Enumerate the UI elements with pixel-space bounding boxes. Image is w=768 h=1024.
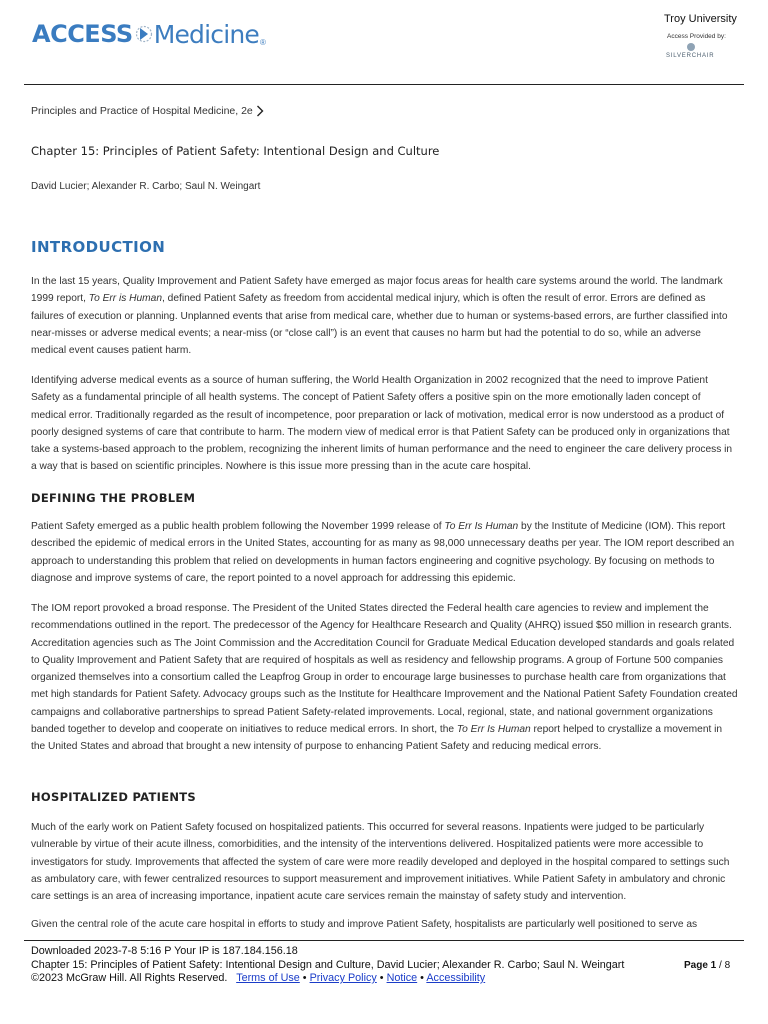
section-heading-introduction: INTRODUCTION — [31, 238, 166, 256]
logo-swirl-icon — [135, 23, 153, 45]
author-list: David Lucier; Alexander R. Carbo; Saul N. Weingart — [31, 181, 261, 192]
accessibility-link[interactable]: Accessibility — [426, 972, 486, 984]
privacy-policy-link[interactable]: Privacy Policy — [309, 972, 377, 984]
logo-access-text: ACCESS — [32, 20, 133, 48]
section-heading-hospitalized-patients: HOSPITALIZED PATIENTS — [31, 790, 197, 804]
notice-link[interactable]: Notice — [386, 972, 418, 984]
footer-divider — [24, 940, 744, 941]
page-number: Page 1 / 8 — [684, 960, 731, 971]
hospitalized-paragraph-2: Given the central role of the acute care hospital in efforts to study and improve Patient Safety, hospitalists are particularly well positioned to serve as — [31, 919, 698, 930]
chapter-title: Chapter 15: Principles of Patient Safety: Intentional Design and Culture — [31, 144, 440, 158]
chevron-right-icon — [256, 105, 264, 117]
silverchair-icon — [687, 43, 695, 51]
terms-of-use-link[interactable]: Terms of Use — [236, 972, 300, 984]
page-header — [0, 0, 768, 84]
page-footer — [31, 945, 624, 986]
logo-registered-mark: ® — [259, 37, 266, 47]
defining-paragraph-2: The IOM report provoked a broad response. The President of the United States directed the Federal health care agencies to review and implement the recommendations outlined in the report. The predecessor of the Agency for Healthcare Research and Quality (AHRQ) issued $50 million in research grants. Accreditation agencies such as The Joint Commission and the Accreditation Council for Graduate Medical Education developed standards and goals related to Quality Improvement and Patient Safety that are required of hospitals as well as residency and fellowship programs. A group of Fortune 500 companies organized themselves into a consortium called the Leapfrog Group in order to encourage large businesses to purchase health care from organizations that met high standards for Patient Safety. Advocacy groups such as the Institute for Healthcare Improvement and the National Patient Safety Foundation created campaigns and collaborative partnerships to spread Patient Safety-related improvements. Local, regional, state, and national government organizations banded together to develop and cooperate on initiatives to reduce medical errors. In short, the To Err Is Human report helped to crystallize a movement in the United States and abroad that brought a new intensity of purpose to enhancing Patient Safety and reducing medical errors. — [31, 603, 738, 753]
access-provided-label: Access Provided by: — [667, 33, 726, 40]
download-info: Downloaded 2023-7-8 5:16 P Your IP is 187.184.156.18 — [31, 945, 298, 957]
section-heading-defining-problem: DEFINING THE PROBLEM — [31, 491, 196, 505]
breadcrumb[interactable] — [31, 105, 264, 117]
hospitalized-paragraph-1: Much of the early work on Patient Safety focused on hospitalized patients. This occurred for several reasons. Inpatients were judged to be particularly vulnerable by virtue of their acute illness, comorbidities, and the intensity of the interventions delivered. Hospitalized patients were more accessible to investigators for study. Improvements that affected the system of care were more readily developed and deployed in the hospital compared to settings such as ambulatory care, with fewer centralized resources to support measurement and improvement initiatives. While Patient Safety in ambulatory and chronic care settings is an area of increasing importance, inpatient acute care services remain the mainstay of safety study and intervention. — [31, 822, 730, 903]
breadcrumb-book-link[interactable]: Principles and Practice of Hospital Medicine, 2e — [31, 105, 253, 117]
copyright-line: ©2023 McGraw Hill. All Rights Reserved. Terms of Use • Privacy Policy • Notice • Accessibility — [31, 972, 486, 984]
copyright-text: ©2023 McGraw Hill. All Rights Reserved. — [31, 972, 228, 984]
defining-paragraph-1: Patient Safety emerged as a public health problem following the November 1999 release of To Err Is Human by the Institute of Medicine (IOM). This report described the epidemic of medical errors in the United States, accounting for as many as 98,000 unnecessary deaths per year. The IOM report described an approach to understanding this problem that relied on developments in human factors engineering and cognitive psychology. By focusing on methods to diagnose and improve systems of care, the report pointed to a novel approach for addressing this epidemic. — [31, 521, 735, 584]
accessmedicine-logo[interactable] — [32, 14, 266, 54]
silverchair-logo: SILVERCHAIR — [666, 53, 715, 59]
intro-paragraph-1: In the last 15 years, Quality Improvement and Patient Safety have emerged as major focus areas for health care systems around the world. The landmark 1999 report, To Err is Human, defined Patient Safety as freedom from accidental medical injury, which is often the result of error. Errors are defined as failures of execution or planning. Unplanned events that arise from medical care, whether due to human or systems-based errors, are further classified into near-misses or adverse medical events; a near-miss (or “close call”) is an event that causes no harm but had the potential to do so, while an adverse medical event causes patient harm. — [31, 276, 728, 357]
header-divider — [24, 84, 744, 85]
logo-medicine-text: Medicine — [153, 19, 259, 49]
citation-line: Chapter 15: Principles of Patient Safety: Intentional Design and Culture, David Lucier; Alexander R. Carbo; Saul N. Weingart — [31, 958, 625, 971]
institution-name: Troy University — [664, 13, 737, 25]
intro-paragraph-2: Identifying adverse medical events as a source of human suffering, the World Health Organization in 2002 recognized that the need to improve Patient Safety as a fundamental principle of all health systems. The concept of Patient Safety offers a positive spin on the more emotionally laden concept of medical error. Traditionally regarded as the result of incompetence, poor preparation or lack of motivation, medical error is now understood as a product of poorly designed systems of care that contribute to harm. The modern view of medical error is that Patient Safety can be produced only in organizations that take a systems-based approach to the problem, recognizing the inherent limits of human performance and the need to engineer the care delivery process in a way that is based on scientific principles. Nowhere is this issue more pressing than in the acute care hospital. — [31, 375, 733, 473]
